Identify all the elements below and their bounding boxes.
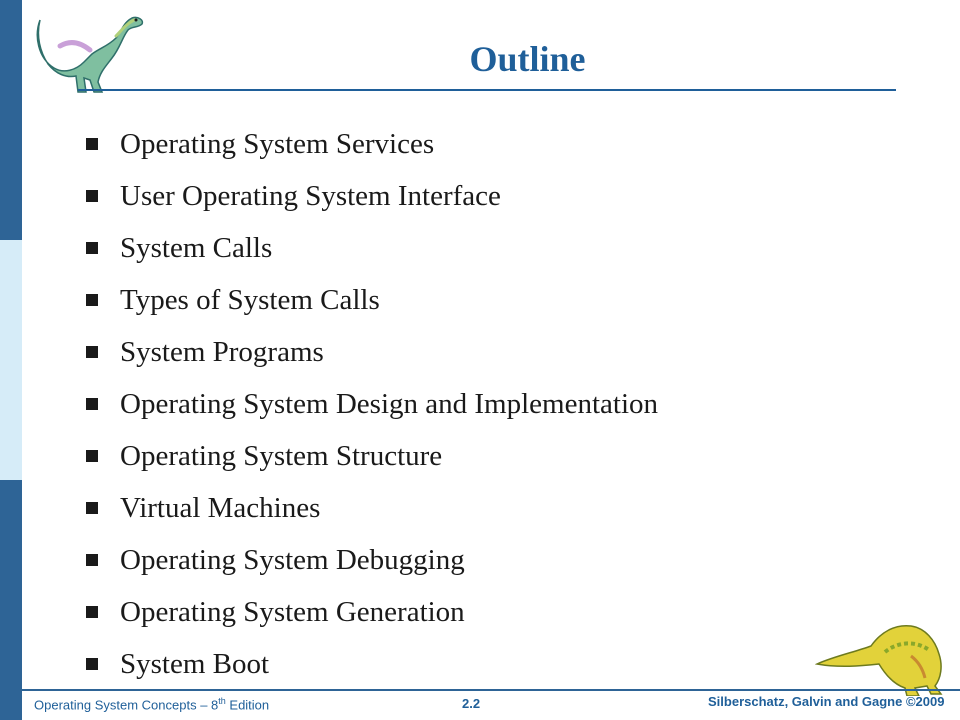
list-item-label: User Operating System Interface <box>120 179 501 212</box>
list-item-label: Operating System Services <box>120 127 435 160</box>
list-item-label: System Calls <box>120 231 273 264</box>
footer-rule <box>22 689 960 691</box>
list-item-label: Operating System Design and Implementation <box>120 387 659 420</box>
list-item <box>86 534 658 586</box>
title-underline <box>78 89 896 91</box>
list-item <box>86 118 658 170</box>
bullet-square-icon <box>86 242 98 254</box>
slide-title: Outline <box>469 39 586 79</box>
bullet-square-icon <box>86 554 98 566</box>
footer-page-number: 2.2 <box>462 696 481 711</box>
list-item <box>86 326 658 378</box>
bullet-square-icon <box>86 606 98 618</box>
sidebar-dark-bottom <box>0 480 22 720</box>
bullet-square-icon <box>86 450 98 462</box>
list-item-label: Operating System Generation <box>120 595 465 628</box>
list-item-label: Types of System Calls <box>120 283 380 316</box>
bullet-square-icon <box>86 190 98 202</box>
bullet-square-icon <box>86 398 98 410</box>
list-item <box>86 586 658 638</box>
bullet-square-icon <box>86 502 98 514</box>
dinosaur-bottom-icon <box>815 612 955 696</box>
sidebar-light-middle <box>0 240 22 480</box>
bullet-square-icon <box>86 346 98 358</box>
list-item-label: Operating System Structure <box>120 439 443 472</box>
outline-list <box>86 118 658 690</box>
list-item-label: Operating System Debugging <box>120 543 465 576</box>
list-item <box>86 222 658 274</box>
footer-book-title <box>34 696 269 712</box>
bullet-square-icon <box>86 138 98 150</box>
bullet-square-icon <box>86 294 98 306</box>
list-item-label: System Programs <box>120 335 324 368</box>
list-item <box>86 274 658 326</box>
footer-book-title-suffix: Edition <box>225 697 270 713</box>
footer-edition-superscript: th <box>218 696 226 706</box>
list-item <box>86 638 658 690</box>
bullet-square-icon <box>86 658 98 670</box>
footer-copyright: Silberschatz, Galvin and Gagne ©2009 <box>708 694 945 709</box>
footer-book-title-prefix: Operating System Concepts – 8 <box>34 697 219 713</box>
list-item-label: System Boot <box>120 647 270 680</box>
list-item <box>86 482 658 534</box>
list-item <box>86 430 658 482</box>
list-item-label: Virtual Machines <box>120 491 321 524</box>
sidebar-dark-top <box>0 0 22 240</box>
list-item <box>86 378 658 430</box>
list-item <box>86 170 658 222</box>
